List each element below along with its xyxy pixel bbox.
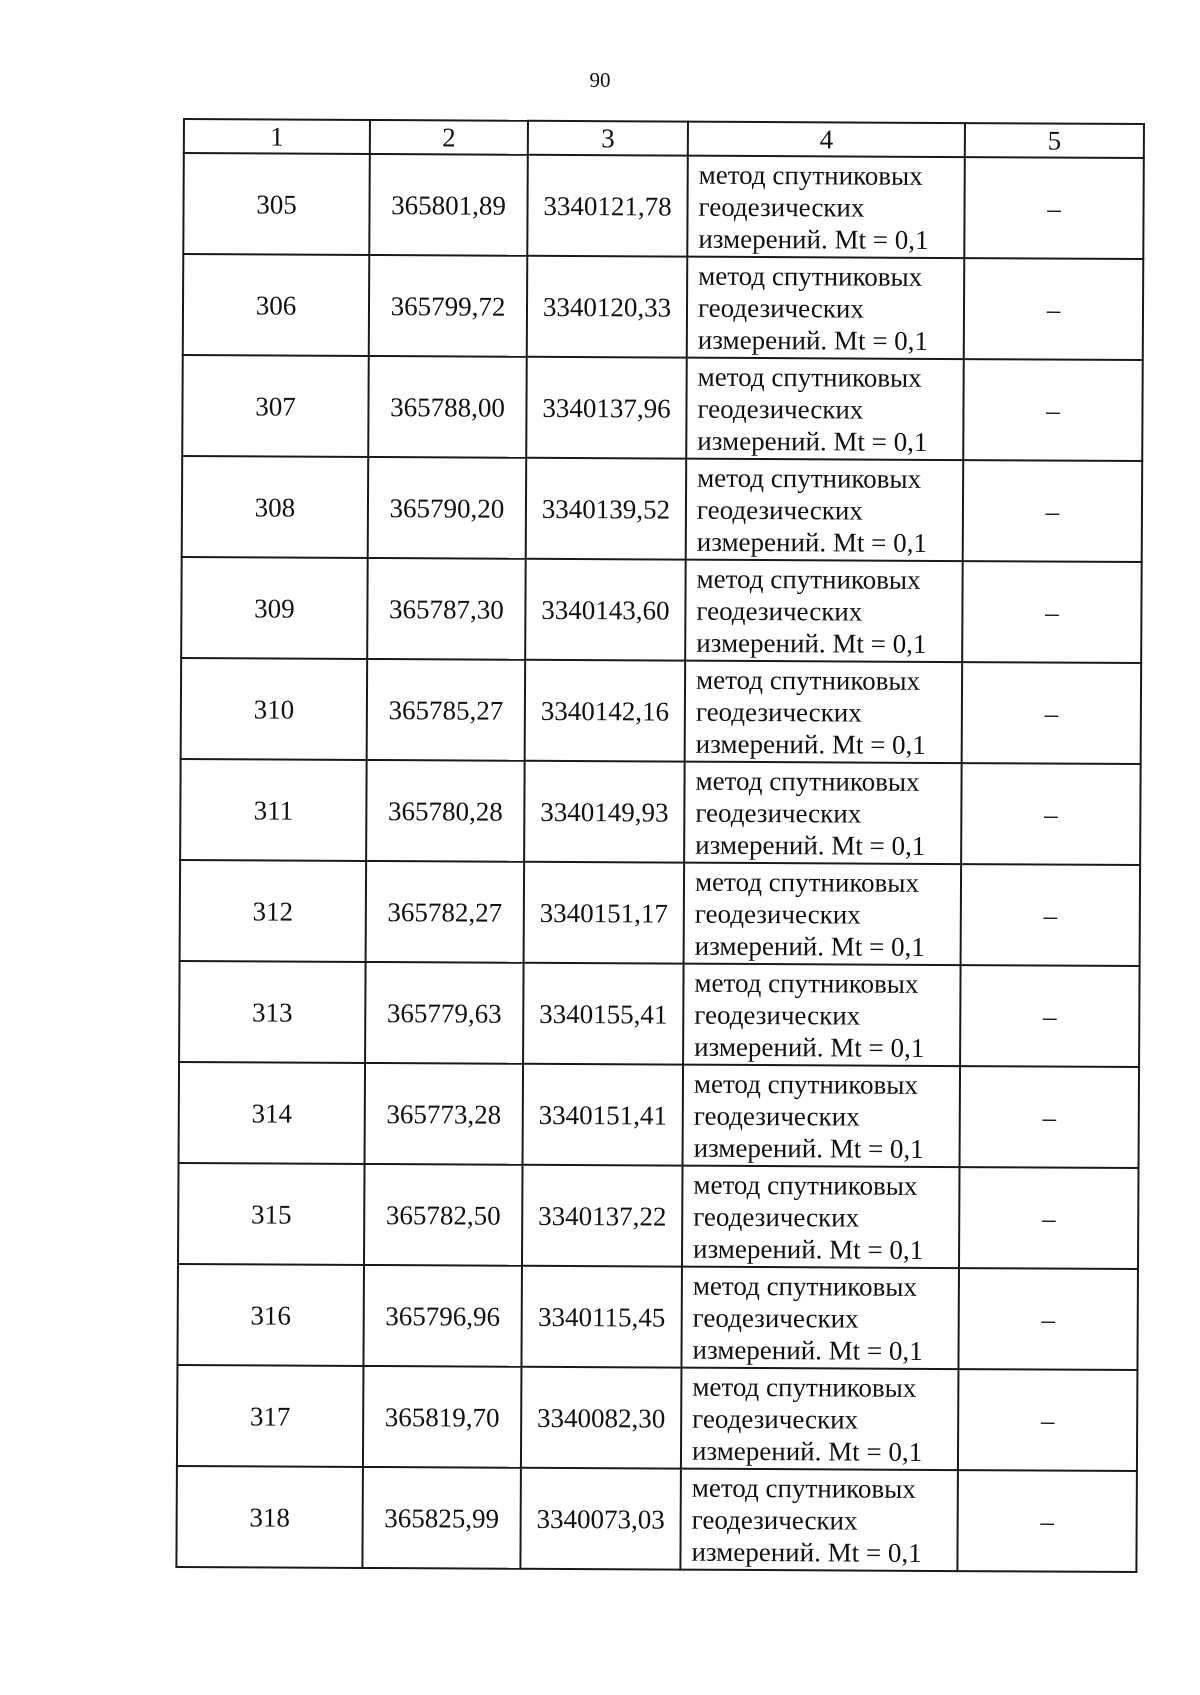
point-number-cell: 314: [179, 1062, 366, 1164]
method-text-line: метод спутниковых: [695, 664, 921, 696]
note-cell: –: [964, 157, 1144, 259]
method-text-line: геодезических: [697, 393, 864, 425]
point-number-cell: 310: [181, 658, 368, 760]
method-cell: [686, 459, 964, 561]
column-header-2: 2: [370, 120, 528, 155]
table-row: [183, 254, 1144, 360]
method-text-line: геодезических: [691, 1504, 858, 1536]
point-number-cell: 311: [180, 759, 367, 861]
method-text-line: измерений. Mt = 0,1: [693, 1132, 924, 1164]
x-coordinate-cell: 365819,70: [363, 1366, 522, 1468]
y-coordinate-cell: 3340120,33: [527, 256, 688, 358]
table-row: [177, 1365, 1138, 1471]
method-text-line: геодезических: [695, 797, 862, 829]
table-row: [180, 860, 1141, 966]
column-header-3: 3: [528, 121, 688, 156]
method-text-line: измерений. Mt = 0,1: [693, 1233, 924, 1265]
point-number-cell: 306: [183, 254, 370, 356]
table-row: [178, 1163, 1139, 1269]
table-header-row: [184, 119, 1144, 158]
method-text-line: измерений. Mt = 0,1: [698, 223, 929, 255]
x-coordinate-cell: 365782,50: [364, 1164, 523, 1266]
y-coordinate-cell: 3340121,78: [527, 155, 688, 257]
method-text-line: метод спутниковых: [696, 563, 921, 595]
point-number-cell: 315: [178, 1163, 365, 1265]
method-text-line: измерений. Mt = 0,1: [696, 627, 927, 659]
y-coordinate-cell: 3340137,22: [522, 1165, 683, 1267]
method-cell: [685, 560, 963, 662]
method-text-line: метод спутниковых: [698, 159, 923, 191]
table-row: [176, 1466, 1137, 1572]
x-coordinate-cell: 365790,20: [368, 457, 527, 559]
point-number-cell: 305: [183, 153, 370, 255]
table-row: [182, 456, 1143, 562]
method-cell: [687, 156, 965, 258]
table-row: [183, 153, 1144, 259]
method-cell: [680, 1469, 958, 1571]
method-text-line: геодезических: [697, 292, 864, 324]
point-number-cell: 318: [176, 1466, 363, 1568]
x-coordinate-cell: 365785,27: [367, 659, 526, 761]
x-coordinate-cell: 365787,30: [367, 558, 526, 660]
method-text-line: измерений. Mt = 0,1: [697, 324, 929, 356]
method-cell: [687, 257, 965, 359]
y-coordinate-cell: 3340073,03: [520, 1468, 681, 1570]
note-cell: –: [957, 1470, 1137, 1572]
method-text-line: метод спутниковых: [698, 260, 923, 292]
method-text-line: геодезических: [693, 1100, 860, 1132]
method-cell: [683, 964, 961, 1066]
note-cell: –: [963, 460, 1143, 562]
x-coordinate-cell: 365801,89: [369, 154, 528, 256]
note-cell: –: [962, 662, 1142, 764]
method-text-line: измерений. Mt = 0,1: [695, 829, 926, 861]
method-cell: [681, 1368, 959, 1470]
x-coordinate-cell: 365796,96: [363, 1265, 522, 1367]
method-cell: [681, 1267, 959, 1369]
point-number-cell: 307: [182, 355, 369, 457]
x-coordinate-cell: 365782,27: [366, 861, 525, 963]
method-text-line: геодезических: [692, 1302, 859, 1334]
note-cell: –: [958, 1369, 1138, 1471]
x-coordinate-cell: 365773,28: [365, 1063, 524, 1165]
x-coordinate-cell: 365779,63: [365, 962, 524, 1064]
point-number-cell: 312: [180, 860, 367, 962]
note-cell: –: [961, 864, 1141, 966]
point-number-cell: 309: [181, 557, 368, 659]
method-text-line: метод спутниковых: [694, 967, 919, 999]
method-text-line: измерений. Mt = 0,1: [694, 930, 925, 962]
y-coordinate-cell: 3340115,45: [521, 1266, 682, 1368]
method-cell: [684, 863, 962, 965]
method-text-line: измерений. Mt = 0,1: [697, 425, 928, 457]
note-cell: –: [960, 1066, 1140, 1168]
method-cell: [684, 762, 962, 864]
table-row: [179, 961, 1140, 1067]
method-text-line: метод спутниковых: [697, 462, 922, 494]
y-coordinate-cell: 3340151,41: [523, 1064, 684, 1166]
page-number: 90: [589, 68, 611, 92]
method-text-line: геодезических: [696, 595, 863, 627]
method-text-line: метод спутниковых: [695, 765, 920, 797]
method-text-line: метод спутниковых: [691, 1472, 916, 1504]
method-text-line: измерений. Mt = 0,1: [691, 1536, 922, 1568]
method-text-line: измерений. Mt = 0,1: [691, 1435, 923, 1467]
method-text-line: метод спутниковых: [692, 1270, 917, 1302]
note-cell: –: [958, 1268, 1138, 1370]
table-body: [176, 153, 1143, 1572]
coordinates-table: [175, 118, 1145, 1573]
x-coordinate-cell: 365799,72: [369, 255, 528, 357]
x-coordinate-cell: 365780,28: [366, 760, 525, 862]
table-row: [179, 1062, 1140, 1168]
method-text-line: измерений. Mt = 0,1: [696, 526, 927, 558]
method-cell: [685, 661, 963, 763]
y-coordinate-cell: 3340137,96: [526, 357, 687, 459]
method-text-line: метод спутниковых: [693, 1068, 919, 1100]
y-coordinate-cell: 3340139,52: [526, 458, 687, 560]
method-text-line: геодезических: [695, 696, 862, 728]
method-cell: [682, 1166, 960, 1268]
x-coordinate-cell: 365825,99: [362, 1467, 521, 1569]
note-cell: –: [960, 965, 1140, 1067]
point-number-cell: 316: [177, 1264, 364, 1366]
method-text-line: измерений. Mt = 0,1: [694, 1031, 925, 1063]
x-coordinate-cell: 365788,00: [368, 356, 527, 458]
point-number-cell: 313: [179, 961, 366, 1063]
column-header-1: 1: [184, 119, 370, 154]
method-text-line: геодезических: [692, 1403, 859, 1435]
note-cell: –: [959, 1167, 1139, 1269]
y-coordinate-cell: 3340082,30: [521, 1367, 682, 1469]
point-number-cell: 317: [177, 1365, 364, 1467]
note-cell: –: [964, 258, 1144, 360]
note-cell: –: [963, 359, 1143, 461]
point-number-cell: 308: [182, 456, 369, 558]
method-text-line: геодезических: [698, 191, 865, 223]
method-text-line: геодезических: [693, 1201, 860, 1233]
y-coordinate-cell: 3340155,41: [523, 963, 684, 1065]
column-header-4: 4: [688, 122, 965, 157]
y-coordinate-cell: 3340143,60: [525, 559, 686, 661]
method-cell: [686, 358, 964, 460]
y-coordinate-cell: 3340151,17: [524, 862, 685, 964]
method-text-line: метод спутниковых: [693, 1169, 918, 1201]
method-text-line: измерений. Mt = 0,1: [695, 728, 926, 760]
method-text-line: геодезических: [694, 999, 861, 1031]
method-text-line: измерений. Mt = 0,1: [692, 1334, 923, 1366]
table-row: [181, 557, 1142, 663]
y-coordinate-cell: 3340142,16: [525, 660, 686, 762]
method-text-line: геодезических: [696, 494, 863, 526]
method-text-line: метод спутниковых: [694, 866, 920, 898]
method-text-line: метод спутниковых: [692, 1371, 917, 1403]
table-row: [181, 658, 1142, 764]
table-row: [177, 1264, 1138, 1370]
method-text-line: геодезических: [694, 898, 861, 930]
method-text-line: метод спутниковых: [697, 361, 922, 393]
method-cell: [683, 1065, 961, 1167]
y-coordinate-cell: 3340149,93: [524, 761, 685, 863]
table-row: [180, 759, 1141, 865]
note-cell: –: [962, 561, 1142, 663]
column-header-5: 5: [965, 123, 1144, 158]
table-row: [182, 355, 1143, 461]
note-cell: –: [961, 763, 1141, 865]
